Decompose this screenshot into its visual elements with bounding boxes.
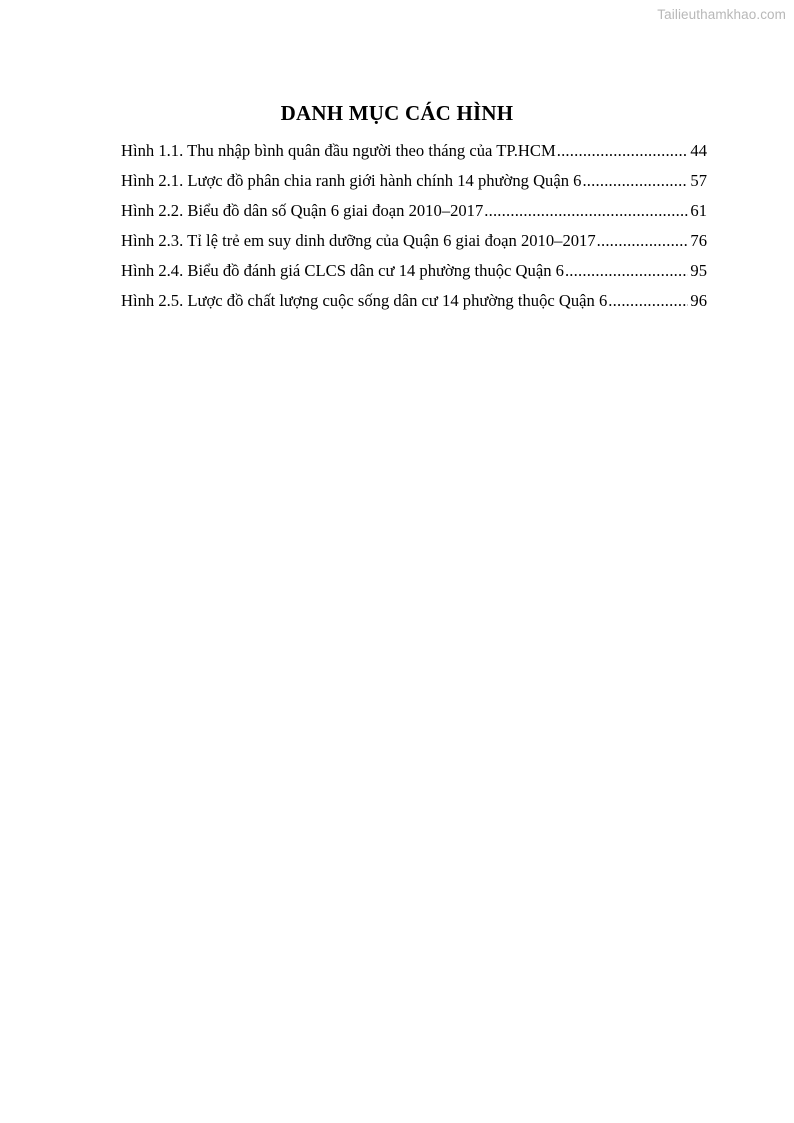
dot-leader <box>557 140 689 161</box>
page-number: 57 <box>690 171 707 190</box>
page-number: 95 <box>690 261 707 280</box>
figure-caption: Hình 2.1. Lược đồ phân chia ranh giới hành chính 14 phường Quận 6 <box>121 171 582 190</box>
dot-leader <box>565 260 688 281</box>
figure-caption: Hình 2.4. Biểu đồ đánh giá CLCS dân cư 14 phường thuộc Quận 6 <box>121 261 564 280</box>
figure-caption: Hình 2.3. Tỉ lệ trẻ em suy dinh dưỡng của Quận 6 giai đoạn 2010–2017 <box>121 231 596 250</box>
figure-list <box>121 140 707 320</box>
figure-caption: Hình 2.5. Lược đồ chất lượng cuộc sống dân cư 14 phường thuộc Quận 6 <box>121 291 608 310</box>
figure-caption: Hình 1.1. Thu nhập bình quân đầu người theo tháng của TP.HCM <box>121 141 556 160</box>
page-number: 96 <box>690 291 707 310</box>
dot-leader <box>597 230 689 251</box>
figure-list-item[interactable] <box>121 290 707 320</box>
dot-leader <box>608 290 688 311</box>
page-number: 44 <box>690 141 707 160</box>
dot-leader <box>484 200 688 221</box>
dot-leader <box>582 170 688 191</box>
figure-list-item[interactable] <box>121 140 707 170</box>
figure-list-item[interactable] <box>121 260 707 290</box>
figure-list-item[interactable] <box>121 200 707 230</box>
watermark-text: Tailieuthamkhao.com <box>657 7 786 22</box>
page-number: 76 <box>690 231 707 250</box>
figure-caption: Hình 2.2. Biểu đồ dân số Quận 6 giai đoạn 2010–2017 <box>121 201 484 220</box>
page-title: DANH MỤC CÁC HÌNH <box>280 101 514 125</box>
page-number: 61 <box>690 201 707 220</box>
figure-list-item[interactable] <box>121 170 707 200</box>
figure-list-item[interactable] <box>121 230 707 260</box>
